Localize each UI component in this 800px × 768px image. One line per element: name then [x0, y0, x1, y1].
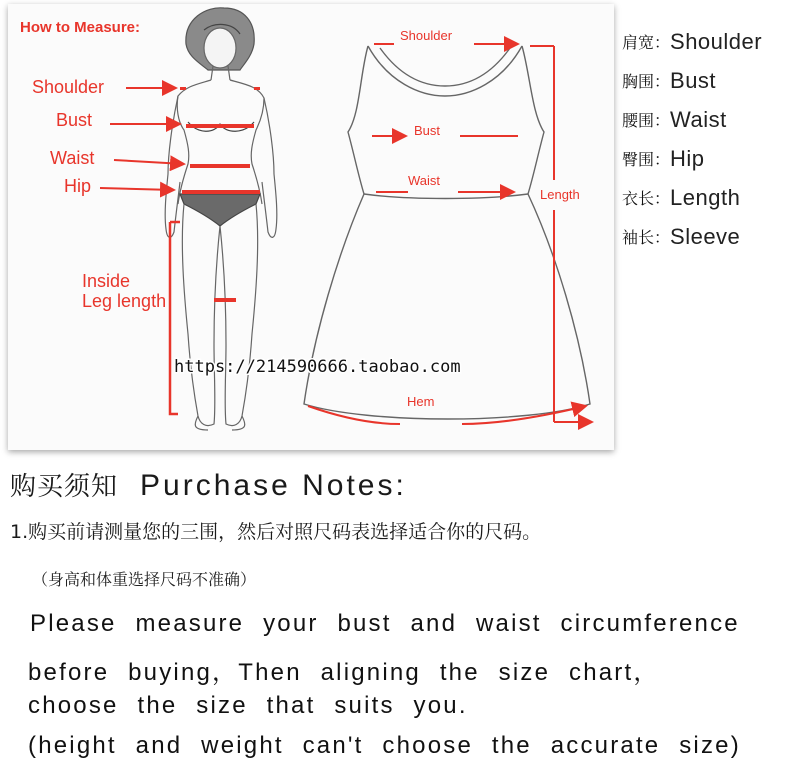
legend-zh: 衣长：: [622, 189, 671, 208]
legend-row: [622, 139, 798, 178]
legend-en: Waist: [670, 106, 727, 132]
dress-label-shoulder: Shoulder: [400, 28, 453, 43]
thigh-band: [214, 298, 236, 302]
note-line-1: 1.购买前请测量您的三围，然后对照尺码表选择适合你的尺码。: [10, 521, 542, 543]
figure-label-bust: Bust: [56, 110, 93, 130]
dress-label-length: Length: [540, 187, 580, 202]
figure-label-waist: Waist: [50, 148, 95, 168]
notes-title-en: Purchase Notes:: [140, 469, 407, 502]
figure-label-inside-line1: Inside: [82, 271, 131, 291]
measurement-diagram: [8, 4, 614, 450]
legend-en: Shoulder: [670, 28, 763, 54]
legend-zh: 胸围：: [622, 72, 671, 91]
legend-zh: 肩宽：: [622, 33, 671, 52]
note-en-line-3: choose the size that suits you.: [28, 692, 468, 719]
legend-row: [622, 100, 798, 139]
measurement-illustration: [8, 4, 614, 450]
shoulder-mark-right: [254, 87, 260, 90]
note-en-line-1: Please measure your bust and waist circumference: [30, 610, 740, 637]
legend-en: Sleeve: [670, 223, 741, 249]
measurement-legend: [622, 22, 798, 256]
notes-title-zh: 购买须知: [10, 472, 119, 502]
dress-label-bust: Bust: [414, 123, 441, 138]
hip-band: [182, 190, 260, 194]
watermark-url: https://214590666.taobao.com: [174, 357, 461, 377]
figure-label-inside-line2: Leg length: [82, 291, 167, 311]
figure-label-hip: Hip: [64, 176, 92, 196]
figure-arrows: [100, 88, 184, 190]
legend-row: [622, 217, 798, 256]
legend-row: [622, 178, 798, 217]
legend-zh: 腰围：: [622, 111, 671, 130]
legend-zh: 袖长：: [622, 228, 671, 247]
legend-en: Bust: [670, 67, 717, 93]
shoulder-mark-left: [180, 87, 186, 90]
legend-row: [622, 61, 798, 100]
dress-label-hem: Hem: [407, 394, 435, 409]
purchase-notes-title: [10, 466, 407, 503]
legend-row: [622, 22, 798, 61]
inside-leg-bracket: [170, 222, 180, 414]
bust-band: [186, 124, 254, 128]
dress-label-waist: Waist: [408, 173, 441, 188]
legend-zh: 臀围：: [622, 150, 671, 169]
note-en-line-4: (height and weight can't choose the accurate size): [28, 732, 741, 759]
how-to-measure-title: How to Measure:: [20, 19, 141, 36]
note-line-2: （身高和体重选择尺码不准确）: [32, 570, 257, 589]
note-en-line-2: before buying，Then aligning the size chart，: [28, 659, 660, 686]
legend-en: Length: [670, 184, 741, 210]
waist-band: [190, 164, 250, 168]
figure-label-shoulder: Shoulder: [32, 77, 105, 97]
legend-en: Hip: [670, 145, 705, 171]
